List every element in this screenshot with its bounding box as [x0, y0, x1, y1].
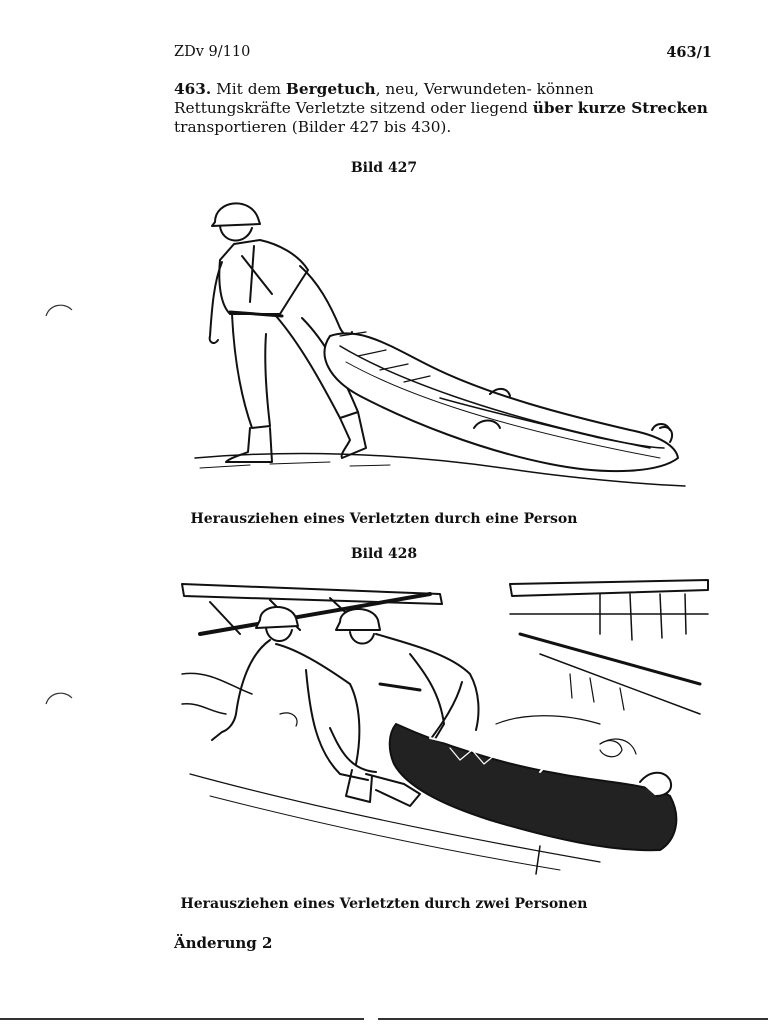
figure-428-caption: Herausziehen eines Verletzten durch zwei Personen — [180, 896, 588, 912]
bottom-rule-left — [0, 1018, 364, 1020]
paragraph-number: 463. — [174, 80, 212, 98]
term-bergetuch: Bergetuch — [285, 80, 376, 98]
paragraph-text-3: transportieren (Bilder 427 bis 430). — [174, 118, 452, 136]
figure-427-caption: Herausziehen eines Verletzten durch eine Person — [190, 511, 578, 527]
term-short-distances: über kurze Strecken — [532, 99, 708, 117]
paragraph-text-2: , neu, Verwundeten- können Rettungskräfte Verletzte sitzend oder liegend — [174, 80, 594, 117]
amendment-note: Änderung 2 — [174, 934, 273, 952]
paragraph-463 — [174, 80, 714, 137]
bottom-rule-right — [378, 1018, 768, 1020]
punch-hole-mark-top — [42, 300, 76, 320]
figure-427-label: Bild 427 — [350, 160, 418, 176]
paragraph-text-1: Mit dem — [211, 80, 286, 98]
document-id: ZDv 9/110 — [174, 44, 251, 60]
punch-hole-mark-bottom — [42, 688, 76, 708]
figure-427-illustration — [190, 186, 690, 496]
figure-428-illustration — [180, 574, 710, 884]
page-number: 463/1 — [666, 44, 712, 61]
figure-428-label: Bild 428 — [350, 546, 418, 562]
